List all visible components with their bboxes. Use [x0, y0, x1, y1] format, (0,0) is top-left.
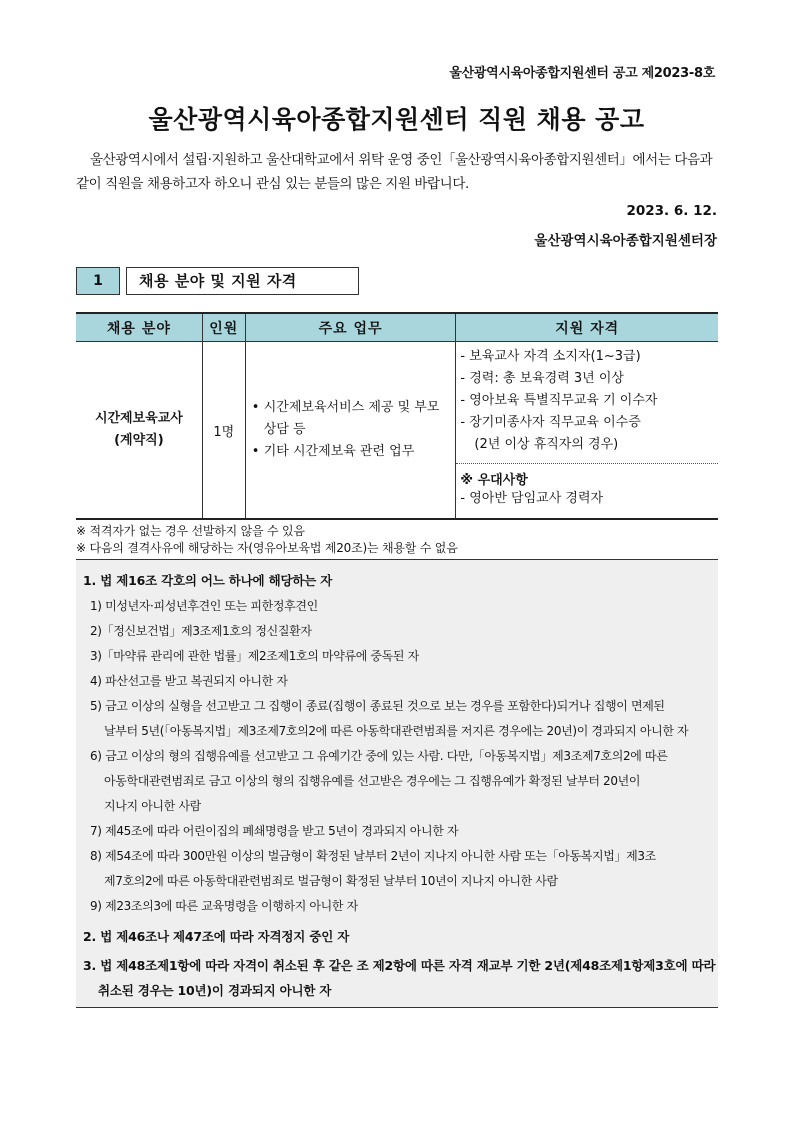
qualification-item: - 영아보육 특별직무교육 기 이수자 [460, 393, 658, 408]
field-name: 시간제보육교사 [94, 411, 183, 426]
disq-item: 7) 제45조에 따라 어린이집의 폐쇄명령을 받고 5년이 경과되지 아니한 자 [90, 824, 459, 838]
page-title: 울산광역시육아종합지원센터 직원 채용 공고 [148, 105, 645, 134]
note-no-selection: ※ 적격자가 없는 경우 선발하지 않을 수 있음 [76, 524, 305, 538]
note-disqualification: ※ 다음의 결격사유에 해당하는 자(영유아보육법 제20조)는 채용할 수 없음 [76, 541, 458, 555]
header-count: 인원 [202, 313, 245, 342]
recruitment-table [76, 312, 718, 520]
disq-item: 1) 미성년자·피성년후견인 또는 피한정후견인 [90, 599, 318, 613]
disq-item-cont: 아동학대관련범죄로 금고 이상의 형의 집행유예를 선고받은 경우에는 그 집행유예가 확정된 날부터 20년이 [104, 774, 641, 788]
disq-item: 8) 제54조에 따라 300만원 이상의 벌금형이 확정된 날부터 2년이 지나지 아니한 사람 또는「아동복지법」제3조 [90, 849, 656, 863]
intro-paragraph: 울산광역시에서 설립·지원하고 울산대학교에서 위탁 운영 중인「울산광역시육아종합지원센터」에서는 다음과 같이 직원을 채용하고자 하오니 관심 있는 분들의 많은 지원 바랍니다. [76, 152, 713, 192]
disq-item: 4) 파산선고를 받고 복권되지 아니한 자 [90, 674, 288, 688]
disq-item-cont: 지나지 아니한 사람 [104, 799, 201, 813]
duty-item: • 기타 시간제보육 관련 업무 [251, 444, 415, 459]
disq-item: 5) 금고 이상의 실형을 선고받고 그 집행이 종료(집행이 종료된 것으로 보는 경우를 포함한다)되거나 집행이 면제된 [90, 699, 665, 713]
section-number: 1 [76, 267, 120, 295]
notice-number: 울산광역시육아종합지원센터 공고 제2023-8호 [449, 66, 715, 81]
preference-item: - 영아반 담임교사 경력자 [460, 491, 604, 506]
table-row [76, 342, 718, 520]
cell-duties [245, 342, 456, 520]
announcement-date: 2023. 6. 12. [626, 203, 717, 219]
disq-item-cont: 날부터 5년(「아동복지법」제3조제7호의2에 따른 아동학대관련범죄를 저지른 경우에는 20년)이 경과되지 아니한 자 [104, 724, 689, 738]
preference-block [456, 464, 718, 518]
header-qualifications: 지원 자격 [456, 313, 718, 342]
qualification-item: (2년 이상 휴직자의 경우) [474, 437, 619, 452]
disq-heading-3: 3. 법 제48조제1항에 따라 자격이 취소된 후 같은 조 제2항에 따른 자격 재교부 기한 2년(제48조제1항제3호에 따라 [83, 958, 716, 973]
qualification-item: - 장기미종사자 직무교육 이수증 [460, 415, 641, 430]
qualification-item: - 경력: 총 보육경력 3년 이상 [460, 371, 624, 386]
field-contract-type: (계약직) [114, 433, 164, 448]
qualification-item: - 보육교사 자격 소지자(1~3급) [460, 349, 641, 364]
disq-heading-2: 2. 법 제46조나 제47조에 따라 자격정지 중인 자 [83, 929, 350, 944]
disqualification-box [76, 559, 718, 1008]
disq-heading-1: 1. 법 제16조 각호의 어느 하나에 해당하는 자 [83, 573, 333, 588]
disq-item-cont: 제7호의2에 따른 아동학대관련범죄로 벌금형이 확정된 날부터 10년이 지나지 아니한 사람 [104, 874, 558, 888]
section-title: 채용 분야 및 지원 자격 [126, 267, 359, 295]
cell-count: 1명 [202, 342, 245, 520]
cell-field [76, 342, 202, 520]
disq-heading-3-cont: 취소된 경우는 10년)이 경과되지 아니한 자 [98, 983, 332, 998]
cell-qualifications [456, 342, 718, 520]
disq-item: 2)「정신보건법」제3조제1호의 정신질환자 [90, 624, 312, 638]
header-field: 채용 분야 [76, 313, 202, 342]
disq-item: 6) 금고 이상의 형의 집행유예를 선고받고 그 유예기간 중에 있는 사람. 다만,「아동복지법」제3조제7호의2에 따른 [90, 749, 668, 763]
disq-item: 3)「마약류 관리에 관한 법률」제2조제1호의 마약류에 중독된 자 [90, 649, 419, 663]
duty-item: • 시간제보육서비스 제공 및 부모상담 등 [251, 400, 440, 437]
header-duties: 주요 업무 [245, 313, 456, 342]
disq-item: 9) 제23조의3에 따른 교육명령을 이행하지 아니한 자 [90, 899, 358, 913]
issuer: 울산광역시육아종합지원센터장 [534, 233, 717, 249]
qualification-list [456, 342, 718, 464]
table-header-row [76, 313, 718, 342]
preference-title: ※ 우대사항 [460, 473, 528, 488]
